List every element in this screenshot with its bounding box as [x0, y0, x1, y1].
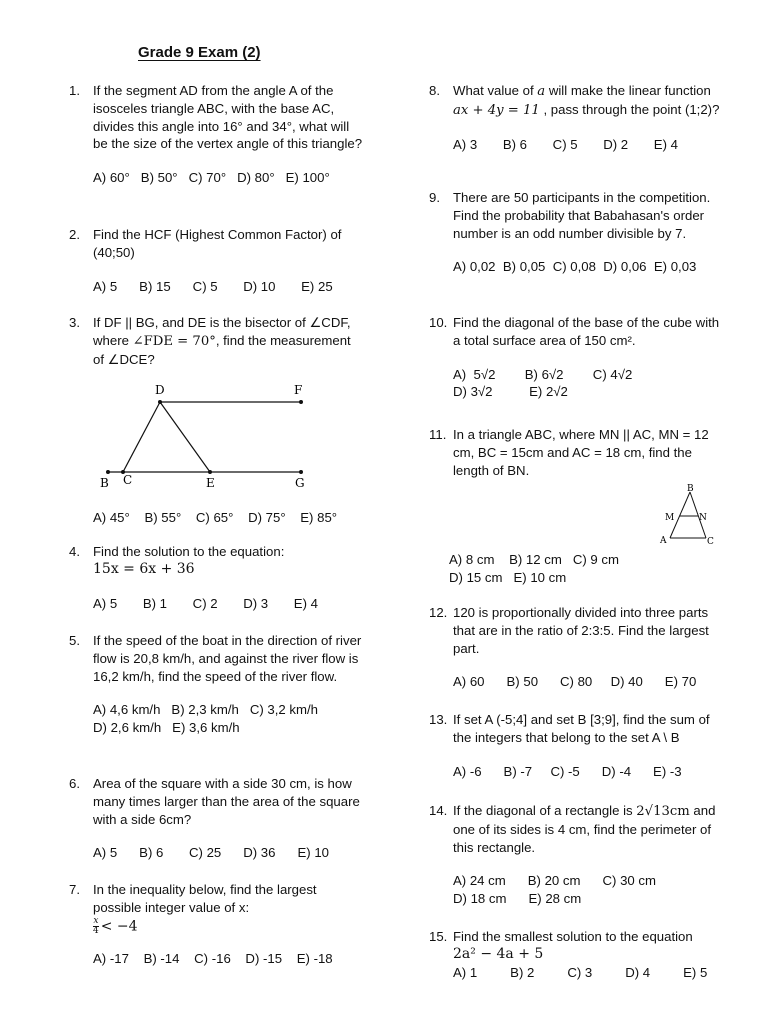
answer-options-row-1: A) 5√2 B) 6√2 C) 4√2 [453, 366, 633, 382]
diagonal-value: 2√13cm [636, 804, 690, 819]
question-number: 10. [429, 315, 448, 330]
question-text: Find the diagonal of the base of the cube with a total surface area of 150 cm². [453, 315, 720, 348]
label-b: B [687, 484, 694, 494]
answer-options-row-2: D) 3√2 E) 2√2 [453, 384, 568, 400]
question-number: 4. [69, 544, 80, 559]
question-2 [69, 226, 363, 295]
question-12 [429, 604, 723, 691]
question-3 [69, 314, 363, 368]
question-number: 3. [69, 315, 80, 330]
answer-options: A) 5 B) 6 C) 25 D) 36 E) 10 [93, 845, 329, 861]
question-text: Find the smallest solution to the equation [453, 929, 693, 944]
answer-options-row-1: A) 4,6 km/h B) 2,3 km/h C) 3,2 km/h [93, 702, 318, 718]
answer-options-row-2: D) 15 cm E) 10 cm [449, 569, 567, 585]
answer-options: A) 60° B) 50° C) 70° D) 80° E) 100° [93, 170, 330, 186]
question-text: If DF || BG, and DE is the bisector of ∠CDF, where ∠FDE = 70°, find the measurement of ∠DCE? [93, 315, 351, 367]
label-g: G [295, 476, 305, 490]
question-text: In the inequality below, find the largest possible integer value of x: [93, 882, 317, 915]
question-number: 2. [69, 227, 80, 242]
question-9 [429, 189, 723, 276]
question-4 [69, 543, 363, 612]
question-number: 12. [429, 605, 448, 620]
question-8 [429, 82, 723, 153]
answer-options: A) 0,02 B) 0,05 C) 0,08 D) 0,06 E) 0,03 [453, 259, 697, 275]
label-c: C [707, 537, 714, 547]
answer-options: A) 60 B) 50 C) 80 D) 40 E) 70 [453, 674, 697, 690]
question-3-options [93, 509, 363, 527]
answer-options-row-2: D) 2,6 km/h E) 3,6 km/h [93, 720, 240, 736]
answer-options-row-1: A) 8 cm B) 12 cm C) 9 cm [449, 552, 619, 567]
question-10 [429, 314, 723, 401]
question-text: In a triangle ABC, where MN || AC, MN = 12 cm, BC = 15cm and AC = 18 cm, find the length of BN. [453, 427, 709, 478]
answer-options: A) 3 B) 6 C) 5 D) 2 E) 4 [453, 136, 678, 152]
question-number: 11. [429, 427, 447, 442]
fraction-numerator: x [93, 915, 99, 926]
answer-options-row-2: D) 18 cm E) 28 cm [453, 891, 582, 907]
question-number: 1. [69, 83, 80, 98]
segment-de [160, 402, 210, 472]
question-text: If the diagonal of a rectangle is 2√13cm and one of its sides is 4 cm, find the perimeter of this rectangle. [453, 803, 716, 855]
question-text: Find the solution to the equation: [93, 544, 285, 559]
question-number: 15. [429, 929, 448, 944]
inequality-rhs: < −4 [100, 918, 138, 935]
question-text: 120 is proportionally divided into three parts that are in the ratio of 2:3:5. Find the largest part. [453, 605, 709, 656]
question-number: 6. [69, 776, 80, 791]
question-6 [69, 775, 363, 862]
question-number: 13. [429, 712, 448, 727]
question-7 [69, 881, 363, 968]
question-5 [69, 632, 363, 737]
variable-a: a [537, 84, 546, 99]
equation: 15x = 6x + 36 [93, 560, 195, 577]
label-n: N [699, 513, 707, 523]
question-text: If the segment AD from the angle A of the isosceles triangle ABC, with the base AC, divides this angle into 16° and 34°, what will be the size of the vertex angle of this triangle? [93, 83, 363, 152]
question-13 [429, 711, 723, 780]
question-text: If set A (-5;4] and set B [3;9], find the sum of the integers that belong to the set A \ B [453, 712, 710, 745]
question-text: If the speed of the boat in the direction of river flow is 20,8 km/h, and against the river flow is 16,2 km/h, find the speed of the river flow. [93, 633, 362, 684]
question-1 [69, 82, 363, 187]
fraction-denominator: 4 [93, 925, 99, 936]
question-text: Area of the square with a side 30 cm, is how many times larger than the area of the square with a side 6cm? [93, 776, 360, 827]
angle-expression: ∠FDE = 70° [132, 333, 216, 349]
label-e: E [206, 476, 215, 490]
question-text: What value of a will make the linear function ax + 4y = 11 , pass through the point (1;2)? [453, 83, 720, 118]
label-f: F [294, 383, 303, 397]
question-number: 7. [69, 882, 80, 897]
question-11 [429, 426, 723, 479]
linear-function: ax + 4y = 11 [453, 102, 540, 118]
question-text: Find the HCF (Highest Common Factor) of (40;50) [93, 227, 342, 260]
answer-options-row-1: A) 24 cm B) 20 cm C) 30 cm [453, 873, 656, 889]
question-11-options [449, 551, 719, 587]
label-c: C [123, 473, 133, 487]
question-14 [429, 802, 723, 908]
triangle-figure [656, 482, 726, 552]
question-15 [429, 928, 723, 981]
exam-title: Grade 9 Exam (2) [138, 44, 261, 61]
question-text: There are 50 participants in the competition. Find the probability that Babahasan's order number is an odd number divisible by 7. [453, 190, 711, 241]
label-b: B [100, 476, 109, 490]
label-m: M [665, 513, 675, 523]
question-number: 8. [429, 83, 440, 98]
answer-options: A) 45° B) 55° C) 65° D) 75° E) 85° [93, 510, 338, 525]
segment-dc [123, 402, 160, 472]
answer-options: A) 5 B) 15 C) 5 D) 10 E) 25 [93, 278, 333, 294]
answer-options: A) -17 B) -14 C) -16 D) -15 E) -18 [93, 950, 333, 966]
answer-options: A) -6 B) -7 C) -5 D) -4 E) -3 [453, 763, 682, 779]
parallel-lines-figure [95, 380, 325, 490]
answer-options: A) 5 B) 1 C) 2 D) 3 E) 4 [93, 595, 318, 611]
equation: 2a² − 4a + 5 [453, 945, 544, 962]
question-number: 14. [429, 803, 448, 818]
question-number: 9. [429, 190, 440, 205]
answer-options: A) 1 B) 2 C) 3 D) 4 E) 5 [453, 964, 708, 980]
inequality [93, 917, 363, 936]
label-a: A [660, 536, 667, 546]
label-d: D [155, 383, 165, 397]
question-number: 5. [69, 633, 80, 648]
